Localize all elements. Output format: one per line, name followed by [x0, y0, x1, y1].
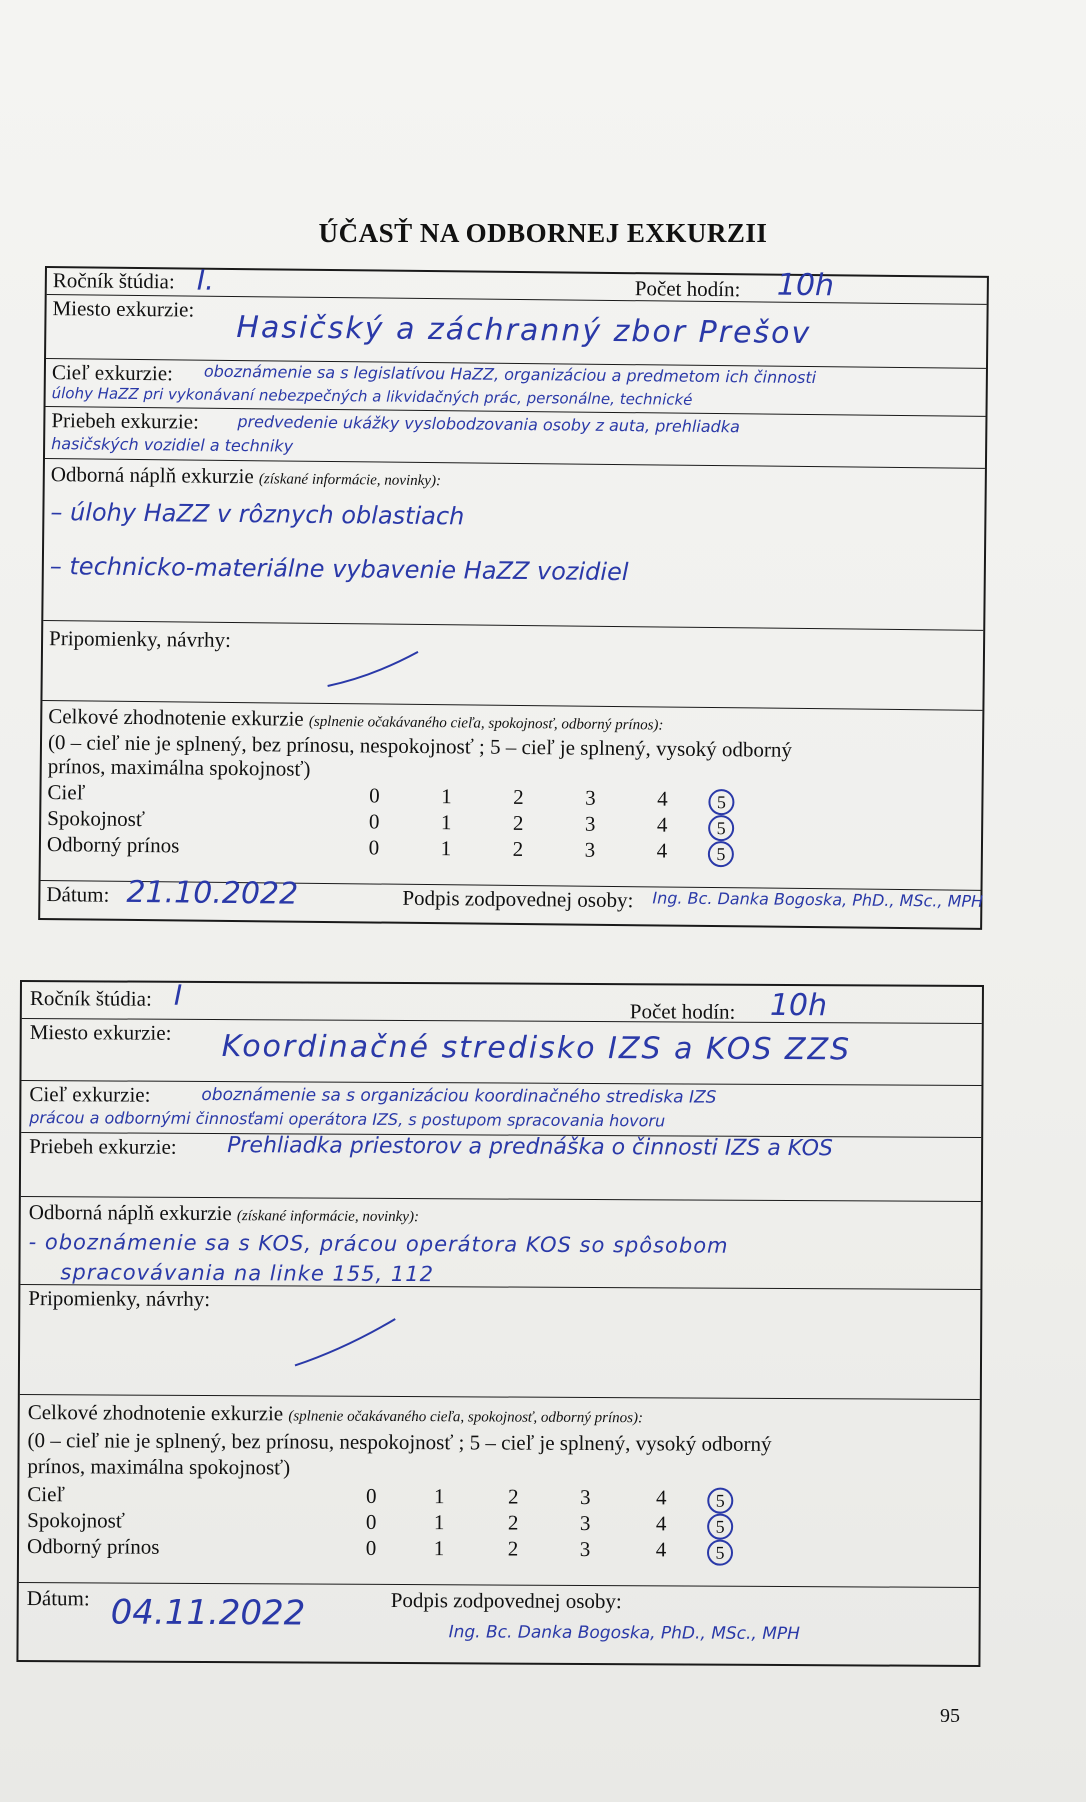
score-option: 2: [512, 836, 524, 862]
scale-description-line2: prínos, maximálna spokojnosť): [47, 754, 311, 781]
scale-description-line2: prínos, maximálna spokojnosť): [27, 1454, 291, 1480]
strike-line: [323, 646, 424, 697]
value-miesto: Koordinačné stredisko IZS a KOS ZZS: [221, 1029, 852, 1068]
score-option: 1: [433, 1536, 445, 1561]
label-hodiny: Počet hodín:: [634, 276, 741, 302]
label-napln: Odborná náplň exkurzie (získané informácie, novinky):: [50, 462, 442, 490]
score-name: Odborný prínos: [26, 1534, 160, 1559]
value-miesto: Hasičský a záchranný zbor Prešov: [236, 310, 812, 352]
signature: Ing. Bc. Danka Bogoska, PhD., MSc., MPH: [448, 1622, 801, 1645]
label-ciel: Cieľ exkurzie:: [29, 1082, 151, 1107]
score-option: 3: [585, 785, 596, 810]
score-selected-circle: 5: [707, 1540, 733, 1566]
value-ciel-line1: oboznámenie sa s organizáciou koordinačného strediska IZS: [201, 1084, 717, 1108]
label-podpis: Podpis zodpovednej osoby:: [390, 1587, 622, 1614]
score-option: 1: [433, 1510, 445, 1535]
score-selected-circle: 5: [708, 815, 734, 841]
excursion-form-1: [38, 263, 989, 930]
label-pripomienky: Pripomienky, návrhy:: [48, 626, 232, 652]
score-option: 1: [441, 784, 452, 809]
label-celkove: Celkové zhodnotenie exkurzie (splnenie očakávaného cieľa, spokojnosť, odborný prínos):: [27, 1400, 644, 1427]
score-option: 4: [655, 1537, 667, 1562]
score-option: 4: [656, 812, 668, 837]
label-miesto: Miesto exkurzie:: [52, 296, 195, 322]
score-option: 3: [584, 811, 596, 836]
signature: Ing. Bc. Danka Bogoska, PhD., MSc., MPH: [652, 888, 984, 911]
value-napln-line2: spracovávania na linke 155, 112: [60, 1260, 435, 1287]
value-priebeh: Prehliadka priestorov a prednáška o činnosti IZS a KOS: [227, 1133, 833, 1162]
label-rocnik: Ročník štúdia:: [29, 986, 152, 1011]
score-option: 2: [507, 1510, 519, 1535]
score-name: Cieľ: [27, 1482, 66, 1507]
score-option: 0: [368, 835, 380, 860]
excursion-form-2: [16, 980, 984, 1667]
row-divider: [21, 1080, 981, 1086]
score-option: 0: [365, 1535, 377, 1560]
label-datum: Dátum:: [26, 1586, 90, 1611]
score-option: 3: [579, 1536, 591, 1561]
score-option: 0: [365, 1483, 377, 1508]
value-rocnik: I.: [196, 263, 215, 297]
score-option: 0: [368, 809, 380, 834]
score-selected-circle: 5: [708, 841, 734, 867]
score-option: 2: [507, 1484, 519, 1509]
label-podpis: Podpis zodpovednej osoby:: [402, 885, 634, 913]
score-option: 3: [579, 1510, 591, 1535]
value-priebeh-line1: predvedenie ukážky vyslobodzovania osoby z auta, prehliadka: [237, 412, 740, 437]
label-napln: Odborná náplň exkurzie (získané informácie, novinky):: [28, 1200, 420, 1226]
label-celkove: Celkové zhodnotenie exkurzie (splnenie očakávaného cieľa, spokojnosť, odborný prínos):: [48, 704, 664, 734]
score-option: 1: [440, 836, 452, 861]
value-napln-line2: – technicko-materiálne vybavenie HaZZ vozidiel: [49, 552, 629, 587]
score-option: 4: [655, 1485, 667, 1510]
page-title: ÚČASŤ NA ODBORNEJ EXKURZII: [318, 218, 768, 248]
label-pripomienky: Pripomienky, návrhy:: [28, 1286, 211, 1311]
score-option: 2: [507, 1536, 519, 1561]
label-miesto: Miesto exkurzie:: [29, 1020, 172, 1045]
score-option: 4: [657, 786, 668, 811]
page-number: 95: [940, 1705, 960, 1727]
score-name: Odborný prínos: [46, 832, 180, 858]
score-option: 0: [369, 783, 380, 808]
strike-line: [290, 1313, 400, 1374]
score-option: 2: [512, 810, 524, 836]
value-datum: 04.11.2022: [110, 1592, 306, 1634]
row-divider: [19, 1582, 979, 1588]
value-napln-line1: – úlohy HaZZ v rôznych oblastiach: [50, 498, 465, 531]
value-hodiny: 10h: [776, 267, 835, 304]
score-selected-circle: 5: [708, 789, 734, 815]
label-ciel: Cieľ exkurzie:: [51, 360, 174, 386]
score-option: 3: [584, 837, 596, 862]
label-priebeh: Priebeh exkurzie:: [51, 408, 200, 434]
score-option: 1: [433, 1484, 445, 1509]
score-selected-circle: 5: [707, 1488, 733, 1514]
row-divider: [20, 1394, 980, 1400]
value-ciel-line2: prácou a odbornými činnosťami operátora IZS, s postupom spracovania hovoru: [29, 1108, 666, 1131]
score-name: Cieľ: [47, 780, 86, 805]
value-hodiny: 10h: [769, 987, 828, 1024]
value-priebeh-line2: hasičských vozidiel a techniky: [51, 434, 294, 456]
value-ciel-line2: úlohy HaZZ pri vykonávaní nebezpečných a likvidačných prác, personálne, technické: [51, 384, 693, 409]
value-datum: 21.10.2022: [126, 874, 299, 912]
label-rocnik: Ročník štúdia:: [52, 268, 175, 294]
score-selected-circle: 5: [707, 1514, 733, 1540]
value-rocnik: I: [173, 978, 183, 1012]
score-option: 0: [365, 1509, 377, 1534]
value-napln-line1: - oboznámenie sa s KOS, prácou operátora KOS so spôsobom: [28, 1230, 729, 1258]
score-name: Spokojnosť: [27, 1508, 125, 1533]
score-option: 4: [656, 838, 668, 863]
scale-description-line1: (0 – cieľ nie je splnený, bez prínosu, nespokojnosť ; 5 – cieľ je splnený, vysoký odborný: [27, 1428, 772, 1456]
score-option: 4: [655, 1511, 667, 1536]
score-option: 2: [513, 784, 524, 810]
label-datum: Dátum:: [46, 882, 110, 907]
score-option: 3: [579, 1484, 591, 1509]
score-option: 1: [440, 810, 452, 835]
value-ciel-line1: oboznámenie sa s legislatívou HaZZ, organizáciou a predmetom ich činnosti: [203, 361, 817, 388]
label-hodiny: Počet hodín:: [629, 999, 736, 1024]
score-name: Spokojnosť: [47, 806, 146, 832]
label-priebeh: Priebeh exkurzie:: [29, 1134, 177, 1159]
score-row-odborny-prinos: [27, 1534, 827, 1564]
scale-description-line1: (0 – cieľ nie je splnený, bez prínosu, nespokojnosť ; 5 – cieľ je splnený, vysoký odborný: [47, 730, 793, 762]
